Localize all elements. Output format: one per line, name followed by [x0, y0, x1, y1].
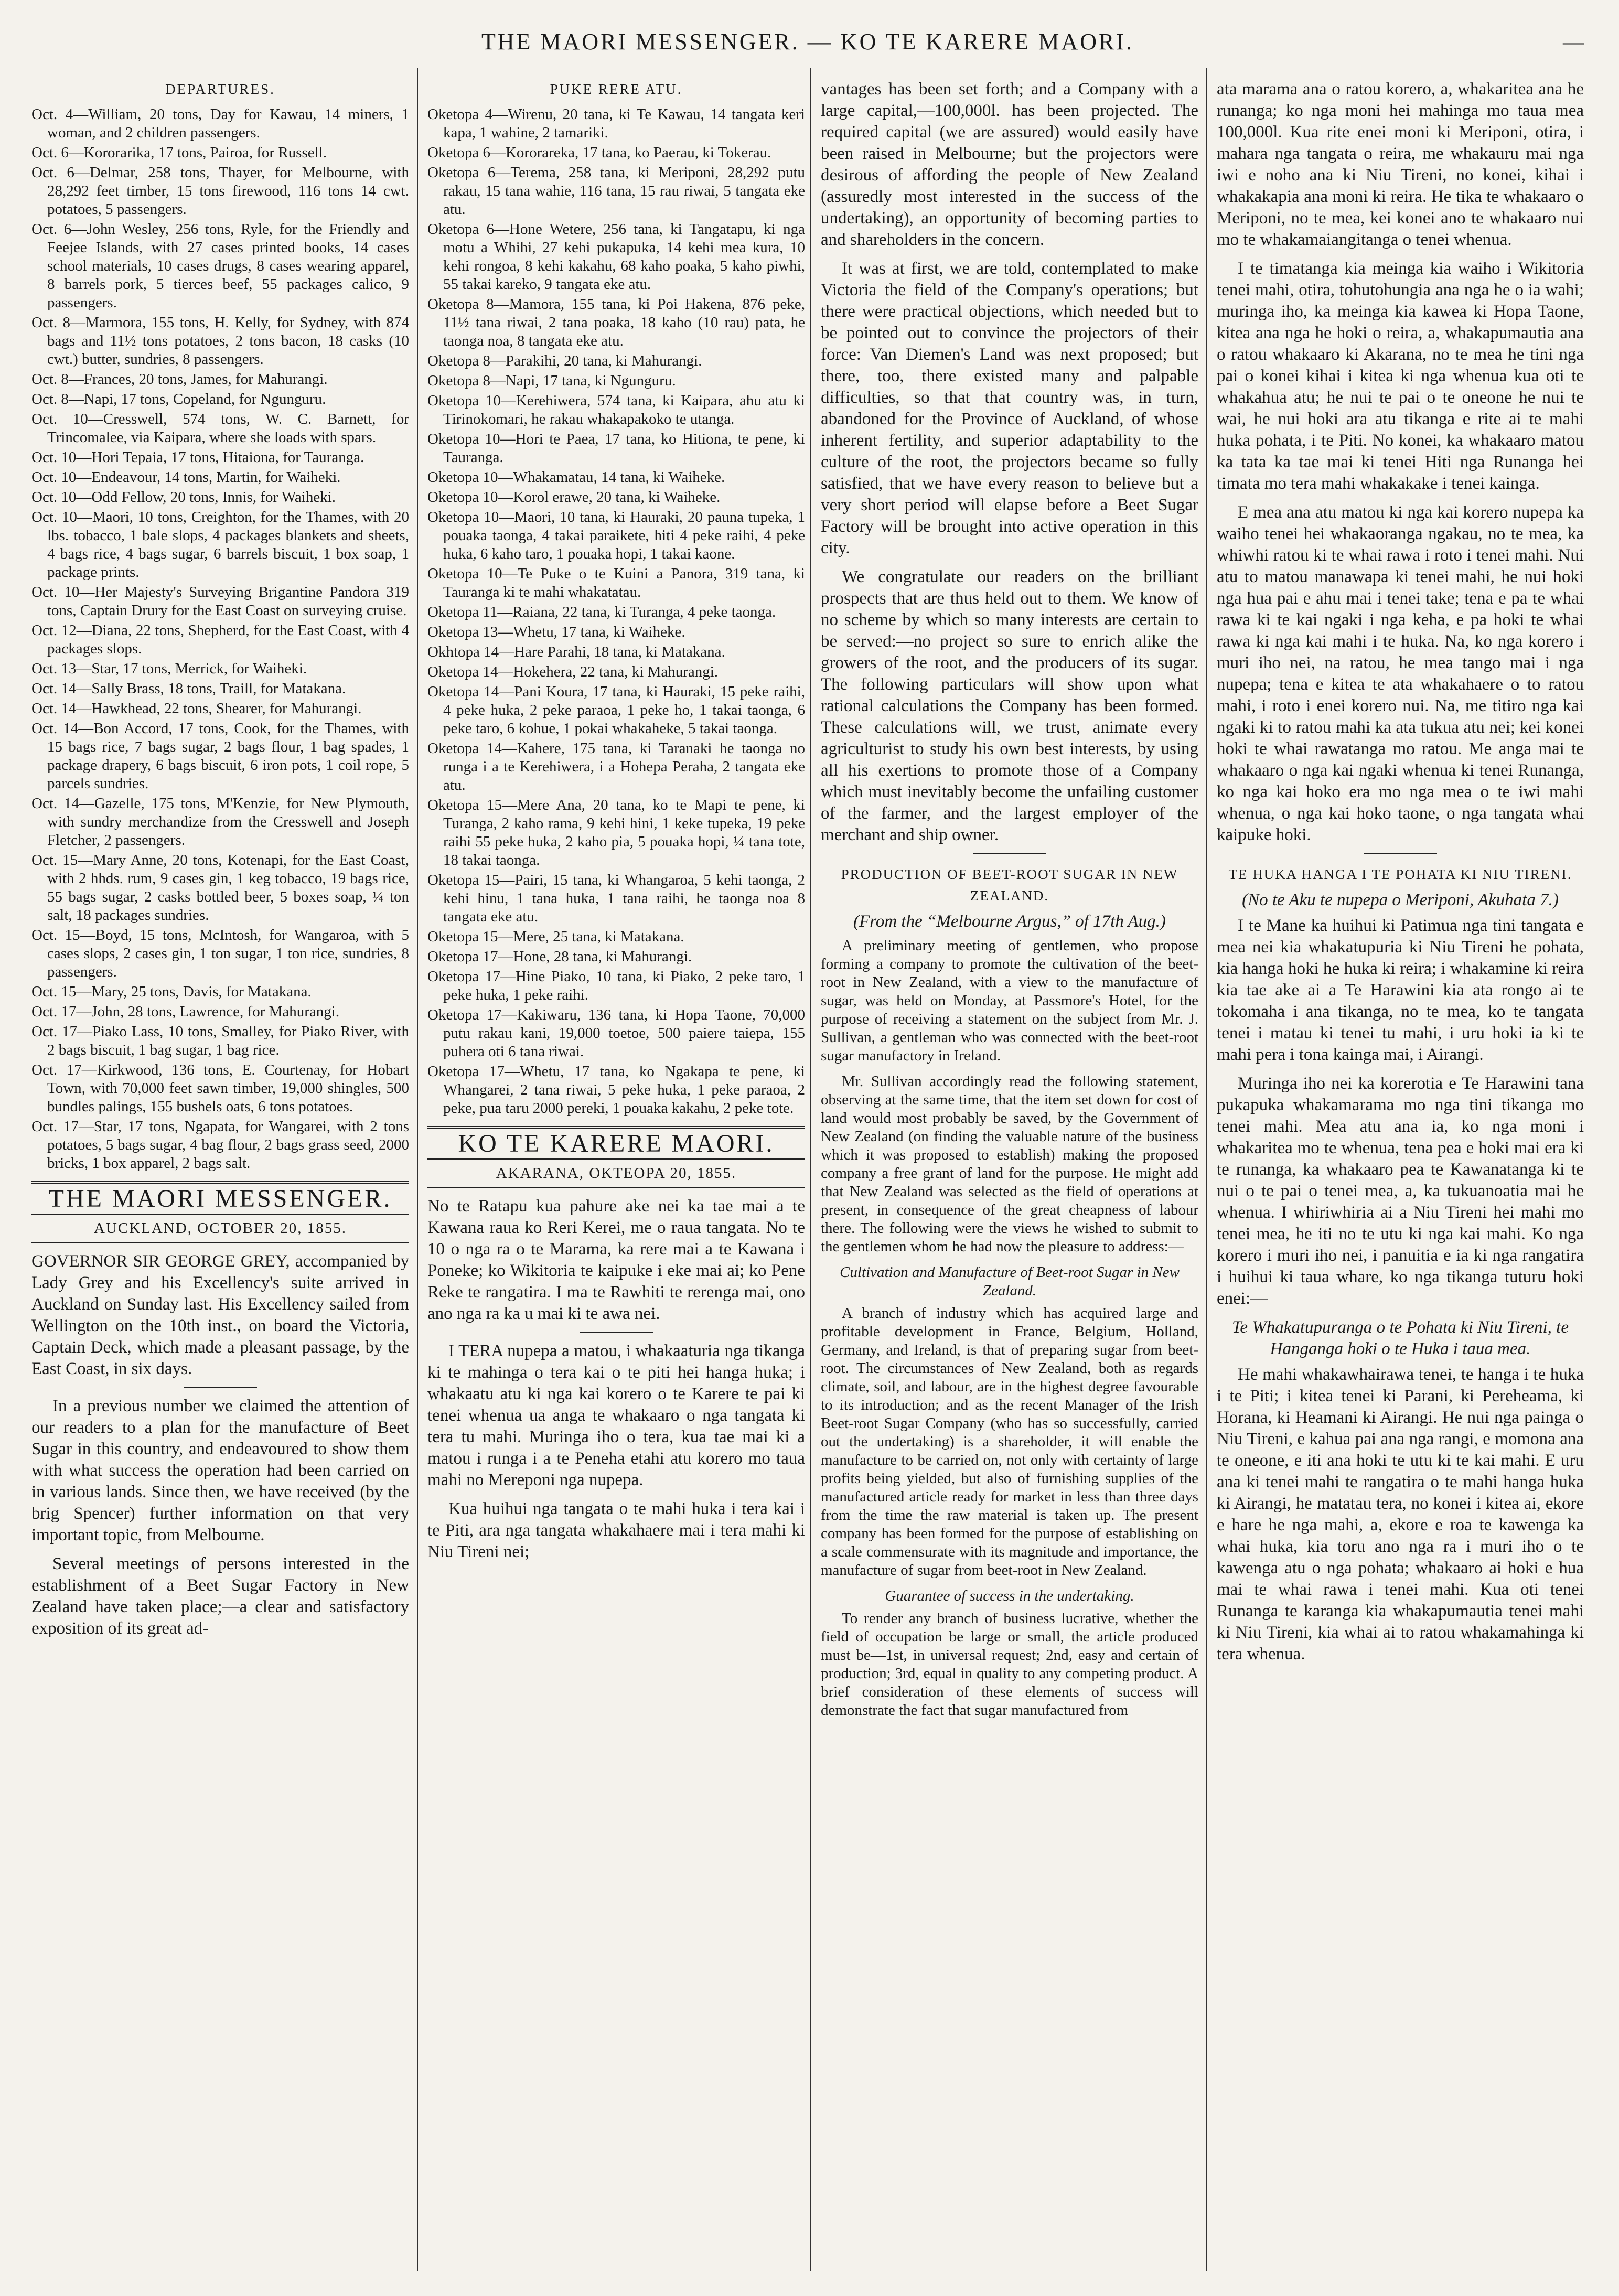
article-paragraph: Several meetings of persons interested in the establishment of a Beet Sugar Factory in New Zealand have taken place;—a clear and satisfactory exposition of its great ad- — [31, 1554, 409, 1638]
list-item: Oketopa 15—Mere, 25 tana, ki Matakana. — [427, 928, 684, 945]
list-item: Oct. 14—Hawkhead, 22 tons, Shearer, for Mahurangi. — [31, 700, 362, 717]
list-item: Oketopa 6—Hone Wetere, 256 tana, ki Tangatapu, ki nga motu a Whihi, 27 kehi pukapuka, 14 kehi mea kura, 10 kehi rongoa, 8 kehi kakahu, 68 kaho poaka, 5 kaho piwhi, 55 takai kareko, 9 tangata eke atu. — [427, 221, 805, 293]
section-subheading: Guarantee of success in the undertaking. — [885, 1587, 1134, 1604]
column-divider — [417, 68, 418, 2271]
list-item: Oct. 17—Star, 17 tons, Ngapata, for Wangarei, with 2 tons potatoes, 5 bags sugar, 4 bag flour, 2 bags grass seed, 2000 bricks, 1 box apparel, 2 bags salt. — [31, 1118, 409, 1172]
list-item: Oketopa 15—Pairi, 15 tana, ki Whangaroa, 5 kehi taonga, 2 kehi hinu, 1 tana huka, 1 tana raihi, he taonga noa 8 tangata eke atu. — [427, 872, 805, 925]
article-paragraph: A preliminary meeting of gentlemen, who propose forming a company to promote the cultivation of the beet-root in New Zealand, with a view to the manufacture of sugar, was held on Monday, at Passmore's Hotel, for the purpose of receiving a statement on the subject from Mr. J. Sullivan, a gentleman who was connected with the beet-root sugar manufactory in Ireland. — [821, 937, 1198, 1064]
list-item: Oct. 10—Odd Fellow, 20 tons, Innis, for Waiheki. — [31, 489, 336, 506]
list-item: Oketopa 14—Hokehera, 22 tana, ki Mahurangi. — [427, 663, 719, 680]
article-heading: PRODUCTION OF BEET-ROOT SUGAR IN NEW ZEALAND. — [841, 866, 1178, 904]
departures-heading-maori: PUKE RERE ATU. — [550, 81, 683, 97]
column-divider — [1206, 68, 1207, 2271]
divider — [1364, 853, 1437, 854]
article-paragraph: I te Mane ka huihui ki Patimua nga tini tangata e mea nei kia whakatupuria ki Niu Tireni he pohata, kia hanga hoki he huka ki reira; i whakaminе ki reira kia tae ake ai a Te Harawini kia ata rongo ai te tokomaha i ana tikanga, no te mea, ko te tangata tenei i matau ki tenei tu mahi, i uru hoki ia ki te mahi pera i tona kainga mai, i Airangi. — [1217, 916, 1584, 1064]
article-paragraph: We congratulate our readers on the brilliant prospects that are thus held out to them. We know of no scheme by which so many interests are certain to be served:—no project so sure to enrich alike the growers of the root, and the producers of its sugar. The following particulars will show upon what rational calculations the Company has been formed. These calculations will, we trust, animate every agriculturist to study his own best interests, by using all his exertions to promote those of a Company which must inevitably become the unfailing customer of the farmer, and the largest employer of the merchant and ship owner. — [821, 567, 1198, 844]
departures-list-maori — [427, 105, 805, 1118]
column-2 — [427, 79, 805, 1570]
list-item: Oct. 8—Marmora, 155 tons, H. Kelly, for Sydney, with 874 bags and 11½ tons potatoes, 2 tons bacon, 18 casks (10 cwt.) butter, sundries, 8 passengers. — [31, 314, 409, 368]
list-item: Oct. 8—Napi, 17 tons, Copeland, for Ngunguru. — [31, 391, 326, 407]
list-item: Oketopa 8—Parakihi, 20 tana, ki Mahurangi. — [427, 352, 702, 369]
masthead-maori: KO TE KARERE MAORI. — [427, 1126, 805, 1160]
article-paragraph: Mr. Sullivan accordingly read the following statement, observing at the same time, that the item set down for cost of land would most probably be saved, by the Government of New Zealand (on finding the valuable nature of the business which it was proposed to establish) making the proposed company a free grant of land for the purpose. He might add that New Zealand was selected as the field of operations at present, in consequence of the great cheapness of labour there. The following were the views he wished to submit to the gentlemen whom he had now the pleasure to address:— — [821, 1073, 1198, 1255]
list-item: Oketopa 11—Raiana, 22 tana, ki Turanga, 4 peke taonga. — [427, 604, 776, 620]
list-item: Oketopa 8—Napi, 17 tana, ki Ngunguru. — [427, 372, 676, 389]
list-item: Oketopa 4—Wirenu, 20 tana, ki Te Kawau, 14 tangata keri kapa, 1 wahine, 2 tamariki. — [427, 106, 805, 141]
column-4 — [1217, 79, 1584, 1672]
article-paragraph: I TERA nupepa a matou, i whakaaturia nga tikanga ki te mahinga o tera kai o te piti hei hanga huka; i whakaatu atu ki nga kai korero o te Karere te pai ki tenei whenua ua anga te whakaaro o nga tangata ki tera tu mahi. Muringa iho o tera, kua tae mai ki a matou i runga i a te Peneha etahi atu korero mo taua mahi no Mereponi nga nupepa. — [427, 1342, 805, 1489]
article-source: (No te Aku te nupepa o Meriponi, Akuhata 7.) — [1242, 890, 1559, 909]
list-item: Oct. 12—Diana, 22 tons, Shepherd, for the East Coast, with 4 packages slops. — [31, 622, 409, 657]
list-item: Oketopa 14—Pani Koura, 17 tana, ki Hauraki, 15 peke raihi, 4 peke huka, 2 peke paraoa, 1 peke ho, 1 takai taonga, 6 peke taro, 6 kohue, 1 pokai whakaheke, 5 takai taonga. — [427, 683, 805, 737]
list-item: Oketopa 17—Kakiwaru, 136 tana, ki Hopa Taone, 70,000 putu rakau kani, 19,000 toetoe, 500 paiere taiepa, 155 puhera oti 6 tana riwai. — [427, 1006, 805, 1060]
list-item: Oketopa 6—Kororareka, 17 tana, ko Paerau, ki Tokerau. — [427, 144, 771, 161]
list-item: Oct. 6—Kororarika, 17 tons, Pairoa, for Russell. — [31, 144, 327, 161]
list-item: Oct. 14—Bon Accord, 17 tons, Cook, for the Thames, with 15 bags rice, 7 bags sugar, 2 bags flour, 1 bag spades, 1 package drapery, 6 bags biscuit, 6 iron pots, 1 coil rope, 5 parcels sundries. — [31, 720, 409, 792]
section-subheading: Cultivation and Manufacture of Beet-root Sugar in New Zealand. — [840, 1264, 1180, 1299]
departures-heading: DEPARTURES. — [165, 81, 275, 97]
section-subheading: Te Whakatupuranga o te Pohata ki Niu Tireni, te Hanganga hoki o te Huka i taua mea. — [1232, 1318, 1569, 1358]
article-paragraph: GOVERNOR SIR GEORGE GREY, accompanied by Lady Grey and his Excellency's suite arrived in Auckland on Sunday last. His Excellency sailed from Wellington on the 10th inst., on board the Victoria, Captain Deck, which made a pleasant passage, by the East Coast, in six days. — [31, 1252, 409, 1378]
masthead-english: THE MAORI MESSENGER. — [31, 1181, 409, 1215]
list-item: Oct. 17—Kirkwood, 136 tons, E. Courtenay, for Hobart Town, with 70,000 feet sawn timber, 19,000 shingles, 500 bundles palings, 155 bushels oats, 6 tons potatoes. — [31, 1061, 409, 1115]
list-item: Oct. 8—Frances, 20 tons, James, for Mahurangi. — [31, 371, 328, 388]
list-item: Oketopa 17—Whetu, 17 tana, ko Ngakapa te pene, ki Whangarei, 2 tana riwai, 5 peke huka, 1 peke paraoa, 2 peke, pua taru 2000 pereki, 1 pouaka kakahu, 2 peke tote. — [427, 1063, 805, 1117]
page-header — [31, 26, 1584, 65]
article-paragraph: vantages has been set forth; and a Company with a large capital,—100,000l. has been projected. The required capital (we are assured) would easily have been raised in Melbourne; but the projectors were desirous of affording the people of New Zealand (assuredly most interested in the success of the undertaking), an opportunity of becoming parties to and shareholders in the concern. — [821, 80, 1198, 249]
list-item: Oketopa 15—Mere Ana, 20 tana, ko te Mapi te pene, ki Turanga, 2 kaho rama, 9 kehi hini, 1 keke tupeka, 19 peke raihi 55 peke huka, 2 kaho pia, 5 pouaka hopi, ¼ tana tote, 18 takai taonga. — [427, 797, 805, 868]
list-item: Oketopa 10—Whakamatau, 14 tana, ki Waiheke. — [427, 469, 725, 486]
list-item: Oketopa 10—Te Puke o te Kuini a Panora, 319 tana, ki Tauranga ki te mahi whakatatau. — [427, 565, 805, 600]
dateline: AUCKLAND, OCTOBER 20, 1855. — [31, 1218, 409, 1243]
dateline: AKARANA, OKTEOPA 20, 1855. — [427, 1163, 805, 1188]
list-item: Oct. 6—Delmar, 258 tons, Thayer, for Melbourne, with 28,292 feet timber, 15 tons firewood, 116 tons 14 cwt. potatoes, 5 passengers. — [31, 164, 409, 218]
article-paragraph: E mea ana atu matou ki nga kai korero nupepa ka waiho tenei hei whakaoranga ngakau, no te mea, ka whiwhi ratou ki te whai rawa i roto i tenei mahi. Nui atu to matou manawapa ki tenei mahi, he nui hoki nga hua pai e ahu mai i tenei take; tena e pa te whai rawa ki te kai ngaki i nga keha, e pa hoki te whai rawa ki nga kai mahi i te huka. Na, ko nga korero i muri iho nei, na ratou, he mea tango mai i nga nupepa; tena e kitea te ata whakahaere o to ratou mahi, i roto i enei korero nui. Na, me titiro nga kai ngaki ki to ratou mahi ka ata tukua atu nei; kei konei hoki te whai rawatanga mo ratou. Me anga mai te whakaaro o nga kai ngaki whenua ki tenei Runanga, ko nga kai hoko era mo nga mea o te iwi mahi whenua, o nga kai hoko taone, o nga tangata whai kaipuke hoki. — [1217, 503, 1584, 844]
list-item: Oct. 15—Mary, 25 tons, Davis, for Matakana. — [31, 983, 312, 1000]
list-item: Oct. 13—Star, 17 tons, Merrick, for Waiheki. — [31, 660, 307, 677]
list-item: Oketopa 10—Kerehiwera, 574 tana, ki Kaipara, ahu atu ki Tirinokomari, he rakau whakapakoko te utanga. — [427, 392, 805, 427]
article-paragraph: No te Ratapu kua pahure ake nei ka tae mai a te Kawana raua ko Reri Kerei, me o raua tangata. No te 10 o nga ra o te Marama, ka rere mai a te Kawana i Poneke; ko Wikitoria te kaipuke i eke mai ai; ko Pene Reke te rangatira. I ma te Rawhiti te rerenga mai, ono ano nga ra ka u mai ki te awa nei. — [427, 1197, 805, 1323]
list-item: Oketopa 10—Hori te Paea, 17 tana, ko Hitiona, te pene, ki Tauranga. — [427, 431, 805, 466]
list-item: Oct. 14—Sally Brass, 18 tons, Traill, for Matakana. — [31, 680, 346, 697]
list-item: Oct. 17—Piako Lass, 10 tons, Smalley, for Piako River, with 2 bags biscuit, 1 bag sugar, 1 bag rice. — [31, 1023, 409, 1058]
list-item: Oct. 15—Mary Anne, 20 tons, Kotenapi, for the East Coast, with 2 hhds. rum, 9 cases gin, 1 keg tobacco, 19 bags rice, 55 bags sugar, 2 casks bottled beer, 5 boxes soap, ¼ ton salt, 18 packages sundries. — [31, 852, 409, 924]
column-divider — [810, 68, 811, 2271]
column-3 — [821, 79, 1198, 1727]
article-source: (From the “Melbourne Argus,” of 17th Aug.) — [853, 912, 1166, 931]
list-item: Oct. 4—William, 20 tons, Day for Kawau, 14 miners, 1 woman, and 2 children passengers. — [31, 106, 409, 141]
article-paragraph: Kua huihui nga tangata o te mahi huka i tera kai i te Piti, ara nga tangata whakahaere mai i tera mahi ki Niu Tireni nei; — [427, 1499, 805, 1561]
article-paragraph: In a previous number we claimed the attention of our readers to a plan for the manufacture of Beet Sugar in this country, and endeavoured to show them with what success the operation had been carried on in various lands. Since then, we have received (by the brig Spencer) further information on that very important topic, from Melbourne. — [31, 1397, 409, 1544]
list-item: Oketopa 17—Hine Piako, 10 tana, ki Piako, 2 peke taro, 1 peke huka, 1 peke raihi. — [427, 968, 805, 1003]
article-paragraph: A branch of industry which has acquired large and profitable development in France, Belgium, Holland, Germany, and Ireland, is that of preparing sugar from beet-root. The circumstances of New Zealand, both as regards climate, soil, and labour, are in the highest degree favourable to its introduction; and as the recent Manager of the Irish Beet-root Sugar Company (who has so successfully, carried out the undertaking) is a shareholder, it will enable the manufacture to be carried on, not only with certainty of large profits being yielded, but also of furnishing supplies of the manufactured article ready for market in less than three days from the time the raw material is taken up. The present company has been formed for the purpose of establishing on a scale commensurate with its magnitude and importance, the manufacture of sugar from beet-root in New Zealand. — [821, 1305, 1198, 1579]
list-item: Oct. 10—Endeavour, 14 tons, Martin, for Waiheki. — [31, 469, 341, 486]
list-item: Oct. 15—Boyd, 15 tons, McIntosh, for Wangaroa, with 5 cases slops, 2 cases gin, 1 ton sugar, 1 ton rice, sundries, 8 passengers. — [31, 927, 409, 980]
column-1 — [31, 79, 409, 1647]
list-item: Okhtopa 14—Hare Parahi, 18 tana, ki Matakana. — [427, 643, 725, 660]
page-mark: — — [1563, 30, 1584, 53]
list-item: Oct. 10—Hori Tepaia, 17 tons, Hitaiona, for Tauranga. — [31, 449, 364, 466]
page-title: THE MAORI MESSENGER. — KO TE KARERE MAORI. — [481, 29, 1134, 55]
list-item: Oketopa 6—Terema, 258 tana, ki Meriponi, 28,292 putu rakau, 15 tana wahie, 116 tana, 15 rau riwai, 5 tangata eke atu. — [427, 164, 805, 218]
article-heading: TE HUKA HANGA I TE POHATA KI NIU TIRENI. — [1228, 866, 1572, 882]
article-paragraph: It was at first, we are told, contemplated to make Victoria the field of the Company's operations; but there were practical objections, which needed but to be pointed out to convince the projectors of their force: Van Diemen's Land was next proposed; but there, too, there existed many and palpable difficulties, so that that country was, in turn, abandoned for the Province of Auckland, of whose inherent fertility, and superior adaptability to the culture of the root, the projectors became so fully satisfied, that we have every reason to believe but a very short period will elapse before a Beet Sugar Factory will be brought into active operation in this city. — [821, 259, 1198, 557]
list-item: Oketopa 14—Kahere, 175 tana, ki Taranaki he taonga no runga i a te Kerehiwera, i a Hohepa Peraha, 2 tangata eke atu. — [427, 740, 805, 793]
divider — [580, 1332, 653, 1333]
list-item: Oketopa 17—Hone, 28 tana, ki Mahurangi. — [427, 948, 692, 965]
article-paragraph: To render any branch of business lucrative, whether the field of occupation be large or small, the article produced must be—1st, in universal request; 2nd, easy and certain of production; 3rd, equal in quality to any competing product. A brief consideration of these elements of success will demonstrate the fact that sugar manufactured from — [821, 1610, 1198, 1719]
list-item: Oct. 17—John, 28 tons, Lawrence, for Mahurangi. — [31, 1003, 340, 1020]
list-item: Oct. 14—Gazelle, 175 tons, M'Kenzie, for New Plymouth, with sundry merchandize from the Cresswell and Joseph Fletcher, 2 passengers. — [31, 795, 409, 849]
list-item: Oketopa 10—Korol erawe, 20 tana, ki Waiheke. — [427, 489, 721, 506]
divider — [973, 853, 1046, 854]
article-paragraph: ata marama ana o ratou korero, a, whakaritea ana he runanga; ko nga moni hei mahinga mo taua mea 100,000l. Kua rite enei moni ki Meriponi, otira, i mahara nga tangata o reira, me whakauru mai nga iwi e noho ana ki Niu Tireni, no konei, kihai i whakakapia ana moni ki reira. He tika te whakaaro o Meriponi, no te mea, kei konei ano te whakaaro nui mo te whakamaiangitanga o tenei whenua. — [1217, 80, 1584, 249]
article-paragraph: Muringa iho nei ka korerotia e Te Harawini tana pukapuka whakamarama mo nga tini tikanga mo tenei mahi. Mea atu ana ia, ko nga moni i whakaritea mo te whenua, tena pea e hoki mai era ki te runanga, ka whakaaro pea te Kawanatanga ki te nui o te pai o tenei mea, a, ka tukuanoatia mai he whenua. I whiriwhiria ai a Niu Tireni hei mahi mo tenei mea, he iti no te utu ki nga kai mahi. Ko nga korero i muri iho nei, i panuitia e ia ki nga rangatira i huihui ki taua whare, ko nga tikanga tuturu hoki enei:— — [1217, 1074, 1584, 1308]
article-paragraph: He mahi whakawhairawa tenei, te hanga i te huka i te Piti; i kitea tenei ki Parani, ki Pereheama, ki Horana, ki Heamani ki Airangi. He nui nga painga o Niu Tireni, e kahua pai ana nga rangi, e momona ana te oneone, e iti ana hoki te utu ki te kai mahi. E uru ana ki tenei mahi te rangatira o te mahi hanga huka ki Airangi, he matatau tera, no konei i kitea ai, ekore e hare he nga mahi, a, ekore e roa te kawenga ka whai huka, kia toru ano nga ra i muri iho o te kawenga atu o nga pohata; whakaaro ai hoki e hua mai te whai rawa i tenei mahi. Kua oti tenei Runanga te karanga kia whakapumautia tenei mahi ki Niu Tireni, kia whai ai to ratou whakamahinga ki tera whenua. — [1217, 1365, 1584, 1664]
list-item: Oketopa 8—Mamora, 155 tana, ki Poi Hakena, 876 peke, 11½ tana riwai, 2 tana poaka, 18 kaho (10 rau) pata, he taonga noa, 8 tangata eke atu. — [427, 296, 805, 349]
list-item: Oct. 6—John Wesley, 256 tons, Ryle, for the Friendly and Feejee Islands, with 27 cases printed books, 14 cases school materials, 10 cases drugs, 8 cases wearing apparel, 8 barrels pork, 5 tierces beef, 55 packages calico, 9 passengers. — [31, 221, 409, 311]
list-item: Oct. 10—Her Majesty's Surveying Brigantine Pandora 319 tons, Captain Drury for the East Coast on surveying cruise. — [31, 584, 409, 619]
list-item: Oct. 10—Cresswell, 574 tons, W. C. Barnett, for Trincomalee, via Kaipara, where she loads with spars. — [31, 411, 409, 446]
divider — [184, 1387, 257, 1388]
article-paragraph: I te timatanga kia meinga kia waiho i Wikitoria tenei mahi, otira, tohutohungia ana nga he o ia wahi; muringa iho, ka meinga kia kawea ki Hopa Taone, kitea ana nga he hoki o reira, a, whakapumautia ana o ratou whakaaro ki Akarana, no te mea he tini nga pai o konei kihai i kitea ki nga whenua kua oti te whakahua atu; he nui te pai o te oneone he nui te wai, he nui hoki ara atu tikanga e rite ai te mahi huka pohata, i te Piti. No konei, ka whakaaro matou ka tata ka tae mai ki tenei Hiti nga Runanga hei timata mo tera mahi whakakake i tenei kainga. — [1217, 259, 1584, 493]
departures-list — [31, 105, 409, 1173]
list-item: Oketopa 10—Maori, 10 tana, ki Hauraki, 20 pauna tupeka, 1 pouaka taonga, 4 takai paraikete, hiti 4 peke raihi, 4 peke huka, 6 kaho taro, 1 pouaka hopi, 1 takai kaone. — [427, 509, 805, 562]
list-item: Oketopa 13—Whetu, 17 tana, ki Waiheke. — [427, 624, 685, 640]
list-item: Oct. 10—Maori, 10 tons, Creighton, for the Thames, with 20 lbs. tobacco, 1 bale slops, 4 packages blankets and sheets, 4 bags rice, 4 bags sugar, 6 barrels biscuit, 1 box soap, 1 package prints. — [31, 509, 409, 581]
